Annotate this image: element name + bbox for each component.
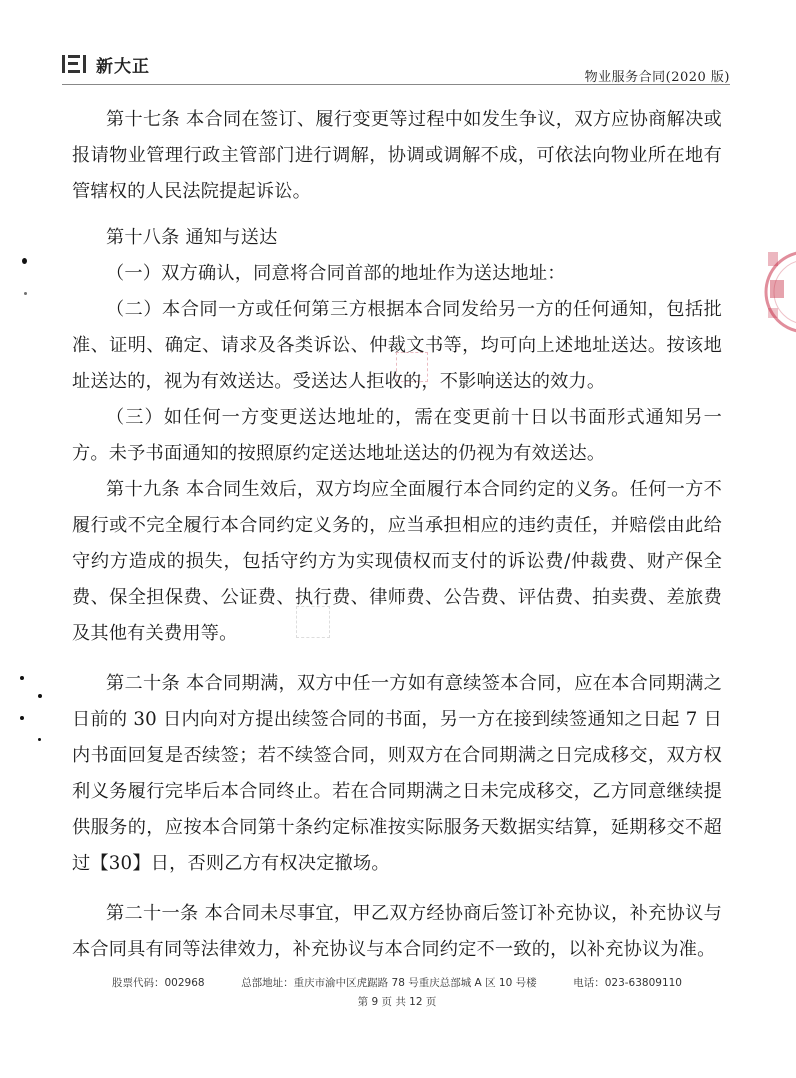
scan-speck <box>20 676 24 680</box>
company-phone: 电话：023-63809110 <box>573 977 682 989</box>
page-number: 第 9 页 共 12 页 <box>357 996 437 1008</box>
seal-stamp-fragment-icon <box>760 232 796 352</box>
page-header <box>62 50 730 86</box>
scan-speck <box>24 292 27 295</box>
company-address: 总部地址：重庆市渝中区虎踞路 78 号重庆总部城 A 区 10 号楼 <box>241 977 537 989</box>
scan-speck <box>38 694 42 698</box>
article-18-clause-2: （二）本合同一方或任何第三方根据本合同发给另一方的任何通知，包括批准、证明、确定、请求及各类诉讼、仲裁文书等，均可向上述地址送达。按该地址送达的，视为有效送达。受送达人拒收的，不影响送达的效力。 <box>72 299 722 392</box>
article-18-heading: 第十八条 通知与送达 <box>106 227 278 248</box>
faint-stamp-mark <box>296 606 330 638</box>
logo-text: 新大正 <box>96 56 150 77</box>
company-logo <box>62 52 150 76</box>
contract-body <box>72 102 722 968</box>
article-18-clause-1: （一）双方确认，同意将合同首部的地址作为送达地址： <box>106 263 566 284</box>
faint-stamp-mark <box>396 352 428 382</box>
article-20: 第二十条 本合同期满，双方中任一方如有意续签本合同，应在本合同期满之日前的 30 日内向对方提出续签合同的书面，另一方在接到续签通知之日起 7 日内书面回复是否续签；若不续签合同，则双方在合同期满之日完成移交，双方权利义务履行完毕后本合同终止。若在合同期满之日未完成移交，乙方同意继续提供服务的，应按本合同第十条约定标准按实际服务天数据实结算，延期移交不超过【30】日，否则乙方有权决定撤场。 <box>72 673 722 874</box>
article-18-clause-3: （三）如任何一方变更送达地址的，需在变更前十日以书面形式通知另一方。未予书面通知的按照原约定送达地址送达的仍视为有效送达。 <box>72 407 722 464</box>
article-19: 第十九条 本合同生效后，双方均应全面履行本合同约定的义务。任何一方不履行或不完全履行本合同约定义务的，应当承担相应的违约责任，并赔偿由此给守约方造成的损失，包括守约方为实现债权而支付的诉讼费/仲裁费、财产保全费、保全担保费、公证费、执行费、律师费、公告费、评估费、拍卖费、差旅费及其他有关费用等。 <box>72 479 722 644</box>
article-17: 第十七条 本合同在签订、履行变更等过程中如发生争议，双方应协商解决或报请物业管理行政主管部门进行调解，协调或调解不成，可依法向物业所在地有管辖权的人民法院提起诉讼。 <box>72 109 722 202</box>
article-21: 第二十一条 本合同未尽事宜，甲乙双方经协商后签订补充协议，补充协议与本合同具有同等法律效力，补充协议与本合同约定不一致的，以补充协议为准。 <box>72 903 722 960</box>
logo-mark-icon <box>62 53 90 75</box>
scan-speck <box>20 716 24 720</box>
stock-code: 股票代码：002968 <box>112 977 205 989</box>
scan-speck <box>22 258 27 264</box>
header-divider <box>62 84 730 85</box>
document-title: 物业服务合同(2020 版) <box>584 70 730 85</box>
page-footer <box>112 975 682 1009</box>
scan-speck <box>38 738 41 741</box>
